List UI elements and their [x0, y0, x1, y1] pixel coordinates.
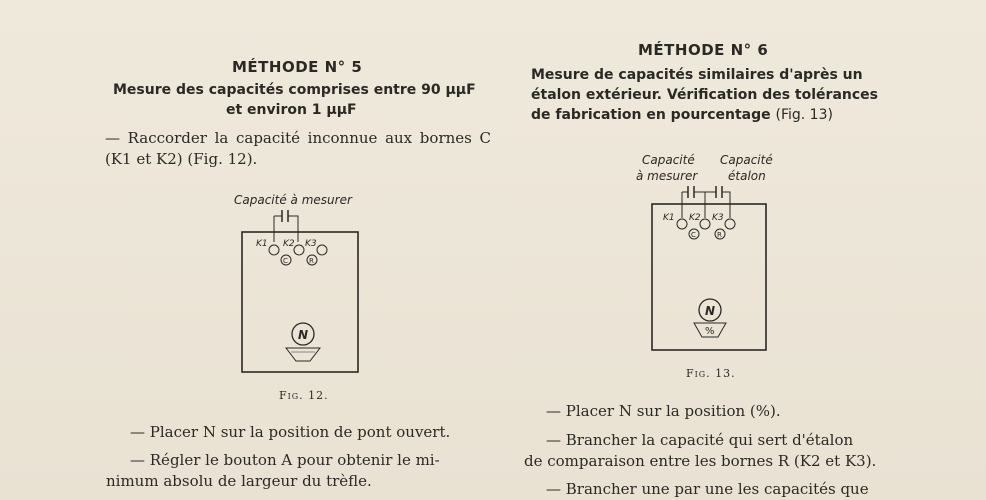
method-5-subtitle-line2: et environ 1 µµF — [226, 102, 357, 118]
figure-13-n: N — [705, 304, 716, 318]
figure-13-label-etalon-2: étalon — [728, 169, 766, 183]
figure-12-caption: Fig. 12. — [279, 389, 329, 402]
figure-12-scale — [286, 348, 320, 361]
figure-12-instrument-box — [242, 232, 358, 372]
figure-13-terminal-k3 — [725, 219, 735, 229]
method-5-step1: — Placer N sur la position de pont ouvert. — [130, 423, 451, 441]
figure-12-n: N — [298, 328, 309, 342]
figure-13-label-mesurer-1: Capacité — [642, 153, 695, 167]
figure-13-diagram — [630, 150, 790, 355]
method-6-subtitle-figref: (Fig. 13) — [775, 107, 833, 123]
figure-13-label-etalon-1: Capacité — [720, 153, 773, 167]
method-5-subtitle-line1: Mesure des capacités comprises entre 90 µµF — [113, 82, 476, 98]
figure-12-r: R — [309, 257, 314, 265]
figure-12-k1: K1 — [256, 239, 268, 249]
method-5-title: MÉTHODE N° 5 — [232, 58, 363, 76]
method-5-paragraph-connect — [105, 128, 491, 170]
method-6-step3: — Brancher une par une les capacités que — [546, 480, 869, 498]
method-6-title: MÉTHODE N° 6 — [638, 41, 769, 59]
figure-13-caption: Fig. 13. — [686, 367, 736, 380]
method-5-para1-text: — Raccorder la capacité inconnue aux bornes C (K1 et K2) (Fig. 12). — [105, 129, 491, 168]
method-5-step2-line1: — Régler le bouton A pour obtenir le mi- — [130, 451, 440, 469]
method-6-subtitle-line2: étalon extérieur. Vérification des tolérances — [531, 87, 878, 103]
figure-12-diagram — [228, 188, 368, 378]
method-6-subtitle-line3 — [531, 106, 833, 125]
figure-12-terminal-k3 — [317, 245, 327, 255]
figure-13-terminal-k1 — [677, 219, 687, 229]
method-6-subtitle-bold: de fabrication en pourcentage — [531, 107, 771, 123]
figure-12-terminal-k1 — [269, 245, 279, 255]
method-6-step1: — Placer N sur la position (%). — [546, 402, 781, 420]
figure-12-terminal-k2 — [294, 245, 304, 255]
figure-13-k1: K1 — [663, 213, 675, 223]
figure-12-label-capacite: Capacité à mesurer — [234, 193, 352, 207]
method-5-step2-line2: nimum absolu de largeur du trèfle. — [106, 472, 372, 490]
figure-13-label-mesurer-2: à mesurer — [636, 169, 698, 183]
method-6-step2-line1: — Brancher la capacité qui sert d'étalon — [546, 431, 854, 449]
figure-13-pct: % — [705, 326, 715, 337]
figure-13-terminal-k2 — [700, 219, 710, 229]
method-6-subtitle-line1: Mesure de capacités similaires d'après un — [531, 67, 863, 83]
figure-12-k2: K2 — [283, 239, 295, 249]
figure-13-k3: K3 — [712, 213, 724, 223]
figure-13-r: R — [717, 231, 722, 239]
figure-13-k2: K2 — [689, 213, 701, 223]
figure-13-c: C — [691, 231, 696, 239]
figure-12-k3: K3 — [305, 239, 317, 249]
figure-12-c: C — [283, 257, 288, 265]
method-6-step2-line2: de comparaison entre les bornes R (K2 et K3). — [524, 452, 877, 470]
